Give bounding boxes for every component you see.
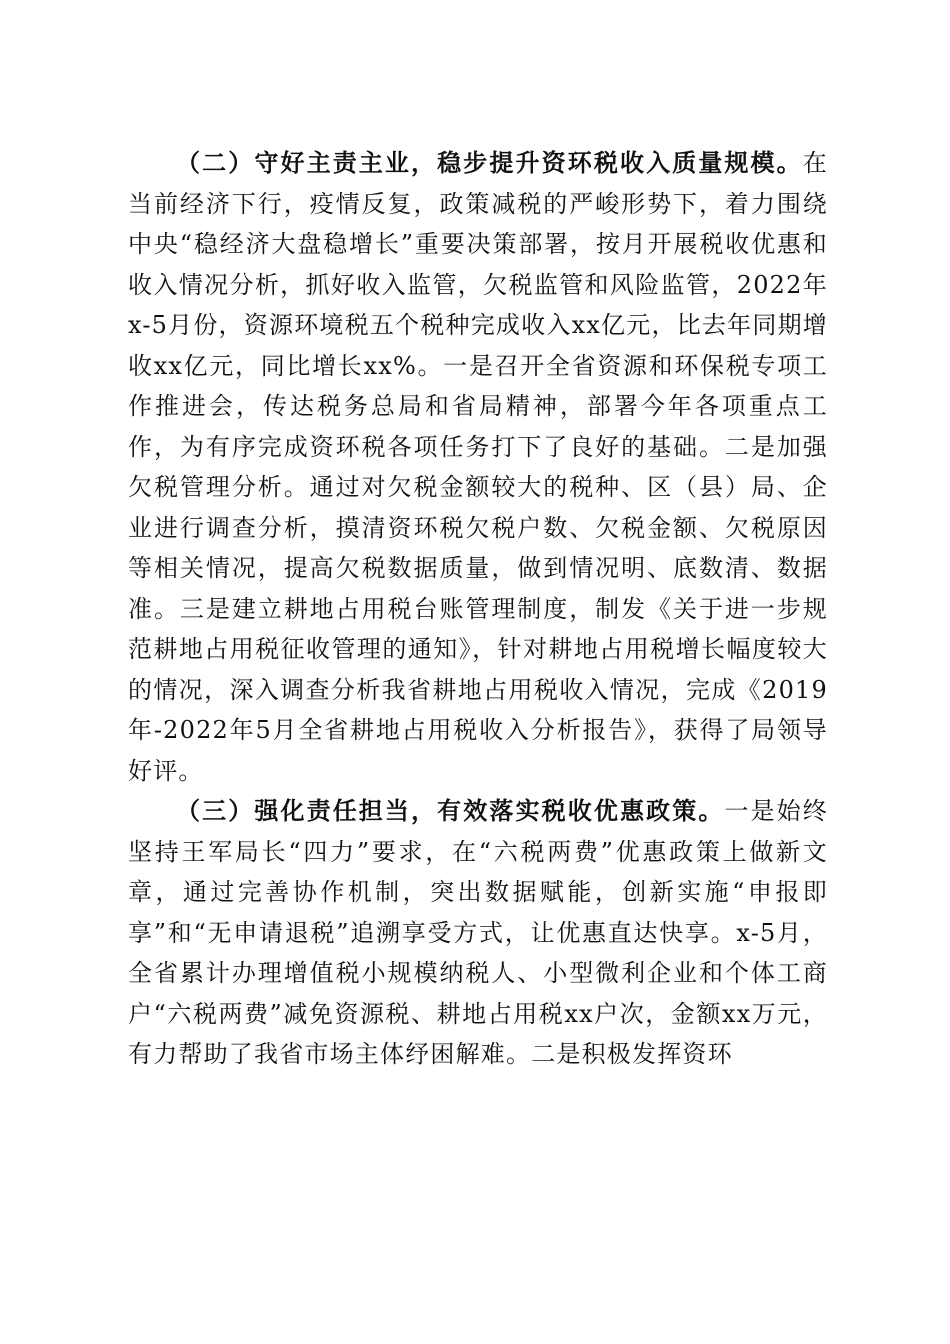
paragraph-3-text: 一是始终坚持王军局长“四力”要求，在“六税两费”优惠政策上做新文章，通过完善协作机制，突出数据赋能，创新实施“申报即享”和“无申请退税”追溯享受方式，让优惠直达快享。x-5月，全省累计办理增值税小规模纳税人、小型微利企业和个体工商户“六税两费”减免资源税、耕地占用税xx户次，金额xx万元，有力帮助了我省市场主体纾困解难。二是积极发挥资环 [128,797,828,1068]
paragraph-3 [128,791,828,1075]
paragraph-2-text: 在当前经济下行，疫情反复，政策减税的严峻形势下，着力围绕中央“稳经济大盘稳增长”重要决策部署，按月开展税收优惠和收入情况分析，抓好收入监管，欠税监管和风险监管，2022年x-5月份，资源环境税五个税种完成收入xx亿元，比去年同期增收xx亿元，同比增长xx%。一是召开全省资源和环保税专项工作推进会，传达税务总局和省局精神，部署今年各项重点工作，为有序完成资环税各项任务打下了良好的基础。二是加强欠税管理分析。通过对欠税金额较大的税种、区（县）局、企业进行调查分析，摸清资环税欠税户数、欠税金额、欠税原因等相关情况，提高欠税数据质量，做到情况明、底数清、数据准。三是建立耕地占用税台账管理制度，制发《关于进一步规范耕地占用税征收管理的通知》，针对耕地占用税增长幅度较大的情况，深入调查分析我省耕地占用税收入情况，完成《2019年-2022年5月全省耕地占用税收入分析报告》，获得了局领导好评。 [128,149,828,785]
paragraph-3-heading: （三）强化责任担当，有效落实税收优惠政策。 [176,796,725,825]
document-body [128,143,828,1075]
paragraph-2-heading: （二）守好主责主业，稳步提升资环税收入质量规模。 [176,148,803,177]
paragraph-2 [128,143,828,791]
